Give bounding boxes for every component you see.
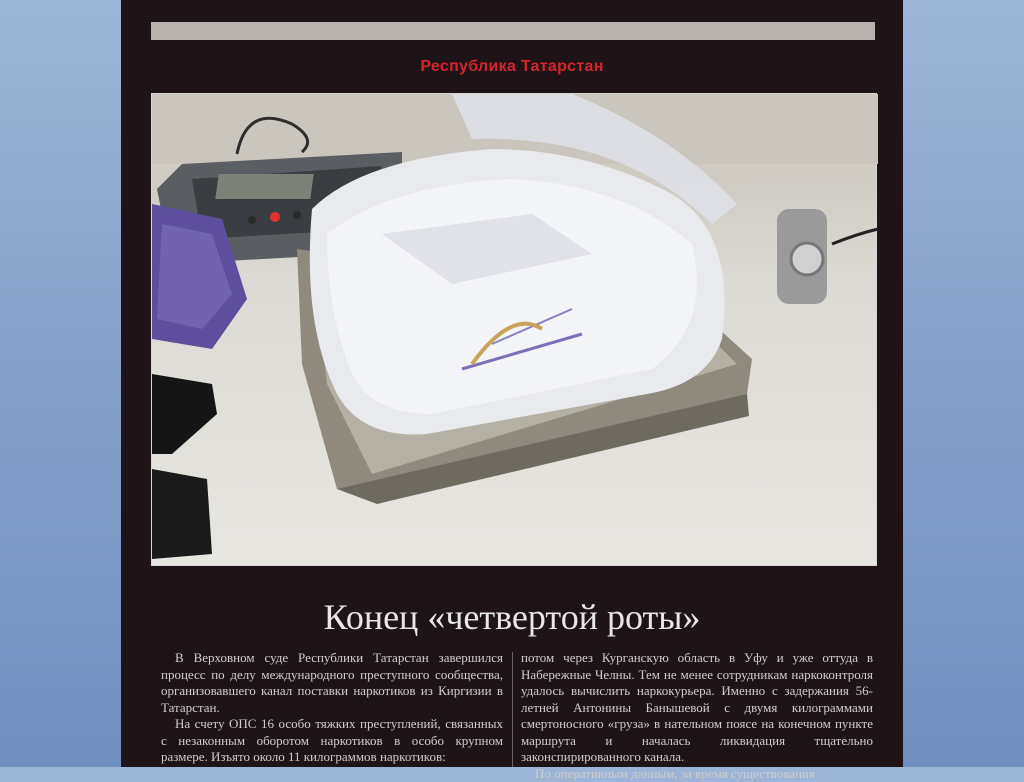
article-column-right [521,650,873,782]
paragraph: потом через Курганскую область в Уфу и уже оттуда в Набережные Челны. Тем не менее сотрудникам наркоконтроля удалось вычислить наркокурьера. Именно с задержания 56-летней Антонины Банышевой с двумя килограммами смертоносного «груза» в нательном поясе на конечном пункте маршрута и началась ликвидация тщательно законспирированного канала. [521,650,873,766]
magazine-page [121,0,903,767]
article-photo [151,93,877,566]
photo-evidence-icon [152,94,878,567]
article-headline: Конец «четвертой роты» [121,596,903,638]
paragraph: По оперативным данным, за время существования [521,766,873,782]
paragraph: В Верховном суде Республики Татарстан завершился процесс по делу международного преступного сообщества, организовавшего канал поставки наркотиков из Киргизии в Татарстан. [161,650,503,716]
section-rubric: Республика Татарстан [121,58,903,76]
article-column-left [161,650,503,766]
page-header-bar [151,22,875,40]
column-divider [512,652,513,767]
paragraph: На счету ОПС 16 особо тяжких преступлений, связанных с незаконным оборотом наркотиков в особо крупном размере. Изъято около 11 килограммов наркотиков: [161,716,503,766]
